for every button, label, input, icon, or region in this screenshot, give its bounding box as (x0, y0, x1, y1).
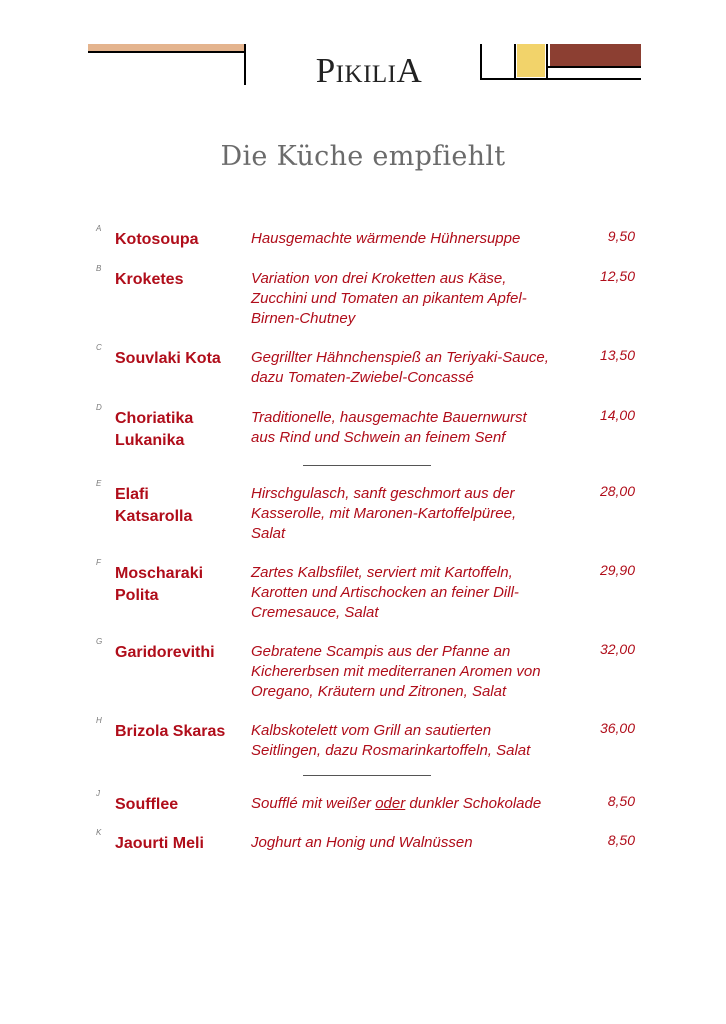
rule-right-vertical-1 (480, 44, 482, 80)
rule-left-vertical (244, 44, 246, 85)
rule-left-bottom (88, 51, 246, 53)
item-price: 32,00 (599, 641, 635, 657)
item-letter: C (96, 343, 102, 352)
item-letter: K (96, 828, 102, 837)
item-description (251, 348, 586, 388)
restaurant-logo: PikiliA (315, 51, 423, 90)
desc-line: Variation von drei Kroketten aus Käse, (251, 270, 507, 287)
desc-line: Gegrillter Hähnchenspieß an Teriyaki-Sauce, (251, 349, 549, 366)
desc-line: Gebratene Scampis aus der Pfanne an (251, 643, 511, 660)
item-letter: D (96, 403, 102, 412)
desc-line: Karotten und Artischocken an feiner Dill- (251, 584, 519, 601)
rule-right-bottom (480, 78, 641, 80)
name-line: Katsarolla (115, 508, 193, 525)
desc-line: dazu Tomaten-Zwiebel-Concassé (251, 369, 474, 386)
desc-line: Cremesauce, Salat (251, 604, 379, 621)
name-line: Elafi (115, 486, 149, 503)
desc-line: Birnen-Chutney (251, 310, 356, 327)
item-letter: F (96, 558, 101, 567)
item-name: Souvlaki Kota (115, 350, 221, 367)
desc-line: Joghurt an Honig und Walnüssen (251, 834, 473, 851)
item-description (251, 642, 586, 702)
item-description (251, 563, 586, 623)
item-name: Soufflee (115, 796, 179, 813)
item-name (115, 563, 245, 607)
desc-line: Kichererbsen mit mediterranen Aromen von (251, 663, 541, 680)
rule-right-vertical-2 (514, 44, 516, 80)
desc-line: Kasserolle, mit Maronen-Kartoffelpüree, (251, 505, 517, 522)
section-divider (303, 775, 431, 776)
name-line: Choriatika (115, 410, 194, 427)
desc-line: Kalbskotelett vom Grill an sautierten (251, 722, 492, 739)
item-letter: G (96, 637, 103, 646)
item-letter: B (96, 264, 102, 273)
item-description (251, 408, 586, 448)
item-name: Kroketes (115, 271, 184, 288)
item-description (251, 269, 586, 329)
desc-line: Salat (251, 525, 286, 542)
desc-line: Oregano, Kräutern und Zitronen, Salat (251, 683, 507, 700)
item-price: 13,50 (599, 347, 635, 363)
item-description (251, 229, 586, 249)
item-letter: E (96, 479, 102, 488)
item-letter: H (96, 716, 102, 725)
item-letter: A (96, 224, 102, 233)
desc-line: Zucchini und Tomaten an pikantem Apfel- (251, 290, 527, 307)
desc-line: Seitlingen, dazu Rosmarinkartoffeln, Salat (251, 742, 531, 759)
item-price: 12,50 (599, 268, 635, 284)
desc-text: Soufflé mit weißer (251, 795, 376, 812)
item-price: 36,00 (599, 720, 635, 736)
page-title: Die Küche empfiehlt (220, 141, 506, 172)
item-name: Brizola Skaras (115, 723, 226, 740)
name-line: Lukanika (115, 432, 185, 449)
brown-block (550, 44, 641, 66)
item-description (251, 794, 586, 814)
rule-right-mid (546, 66, 641, 68)
yellow-block (517, 44, 545, 77)
peach-bar (88, 44, 246, 51)
desc-line: Zartes Kalbsfilet, serviert mit Kartoffeln, (251, 564, 513, 581)
item-description (251, 833, 586, 853)
desc-line: aus Rind und Schwein an feinem Senf (251, 429, 506, 446)
item-name: Garidorevithi (115, 644, 215, 661)
item-name: Kotosoupa (115, 231, 199, 248)
item-name (115, 484, 245, 528)
desc-text: dunkler Schokolade (405, 795, 542, 812)
section-divider (303, 465, 431, 466)
desc-line: Hausgemachte wärmende Hühnersuppe (251, 230, 521, 247)
item-price: 29,90 (599, 562, 635, 578)
name-line: Polita (115, 587, 159, 604)
item-name: Jaourti Meli (115, 835, 204, 852)
rule-right-vertical-3 (546, 44, 548, 80)
desc-line: Hirschgulasch, sanft geschmort aus der (251, 485, 515, 502)
item-price: 8,50 (607, 832, 635, 848)
header-banner (88, 40, 641, 88)
item-price: 8,50 (607, 793, 635, 809)
item-price: 14,00 (599, 407, 635, 423)
item-description (251, 721, 586, 761)
desc-line: Traditionelle, hausgemachte Bauernwurst (251, 409, 527, 426)
item-letter: J (96, 789, 100, 798)
name-line: Moscharaki (115, 565, 204, 582)
item-name (115, 408, 245, 452)
desc-underlined-text: oder (375, 795, 406, 812)
item-price: 9,50 (607, 228, 635, 244)
item-description (251, 484, 586, 544)
item-price: 28,00 (599, 483, 635, 499)
